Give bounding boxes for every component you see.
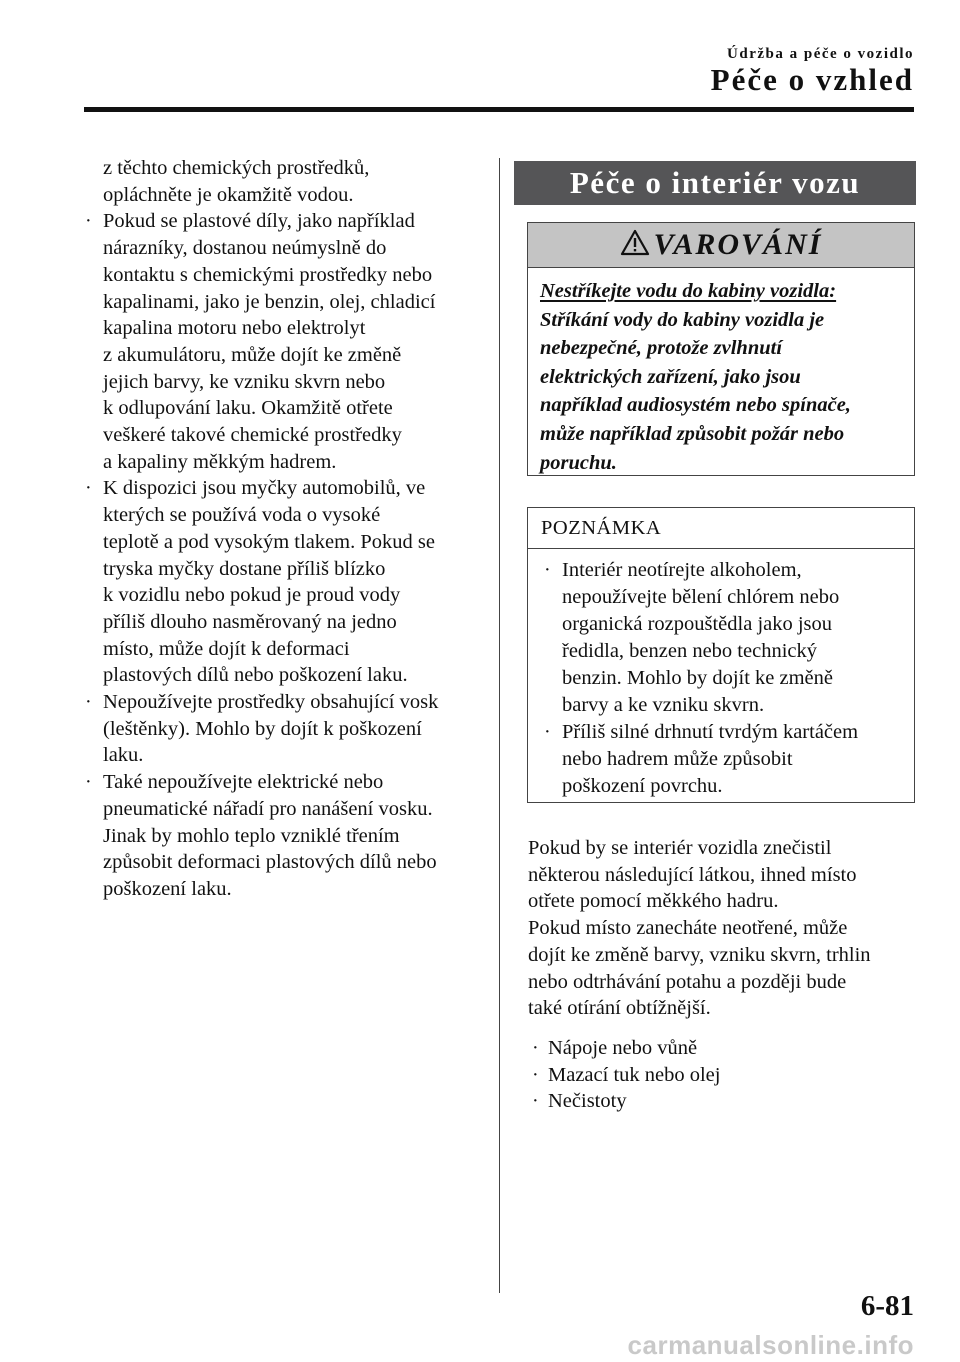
text-line: příliš dlouho nasměrovaný na jedno xyxy=(103,610,397,633)
continuation-text xyxy=(82,155,482,208)
interior-paragraph xyxy=(528,835,918,1022)
text-line: Pokud by se interiér vozidla znečistil xyxy=(528,837,832,859)
text-line: Nepoužívejte prostředky obsahující vosk xyxy=(103,691,439,714)
text-line: Také nepoužívejte elektrické nebo xyxy=(103,771,384,794)
text-line: organická rozpouštědla jako jsou xyxy=(562,613,833,635)
bullet-icon: · xyxy=(85,210,92,233)
bullet-icon: · xyxy=(532,1063,539,1086)
text-line: teplotě a pod vysokým tlakem. Pokud se xyxy=(103,530,435,553)
warning-triangle-icon xyxy=(620,229,650,261)
list-item xyxy=(530,1088,910,1115)
warning-box xyxy=(527,222,915,476)
list-item xyxy=(530,1062,910,1089)
warning-heading-line: Nestříkejte vodu do kabiny vozidla: xyxy=(540,280,837,302)
text-line: barvy a ke vzniku skvrn. xyxy=(562,694,765,716)
column-divider xyxy=(499,158,500,1293)
text-line: Nečistoty xyxy=(548,1090,627,1113)
text-line: nepoužívejte bělení chlórem nebo xyxy=(562,586,840,608)
text-line: pneumatické nářadí pro nanášení vosku. xyxy=(103,797,433,820)
note-body xyxy=(528,549,914,800)
section-heading: Péče o interiér vozu xyxy=(514,161,916,205)
note-box xyxy=(527,507,915,803)
page-number: 6-81 xyxy=(860,1290,914,1322)
text-line: poškození laku. xyxy=(103,877,232,900)
text-line: k odlupování laku. Okamžitě otřete xyxy=(103,397,393,420)
text-line: kapalina motoru nebo elektrolyt xyxy=(103,317,366,340)
text-line: opláchněte je okamžitě vodou. xyxy=(103,183,354,206)
text-line: plastových dílů nebo poškození laku. xyxy=(103,664,408,687)
header-chapter: Údržba a péče o vozidlo xyxy=(727,46,914,62)
text-line: Interiér neotírejte alkoholem, xyxy=(562,559,802,581)
list-item xyxy=(82,769,482,903)
bullet-icon: · xyxy=(532,1037,539,1059)
text-line: Příliš silné drhnutí tvrdým kartáčem xyxy=(562,721,859,743)
text-line: veškeré takové chemické prostředky xyxy=(103,424,402,447)
list-item xyxy=(82,208,482,475)
text-line: k vozidlu nebo pokud je proud vody xyxy=(103,584,401,607)
text-line: Nápoje nebo vůně xyxy=(548,1037,698,1059)
warning-body xyxy=(528,268,914,477)
text-line: způsobit deformaci plastových dílů nebo xyxy=(103,851,437,874)
text-line: Pokud místo zanecháte neotřené, může xyxy=(528,917,848,940)
text-line: nebo odtrhávání potahu a později bude xyxy=(528,970,847,993)
text-line: laku. xyxy=(103,744,144,767)
header-rule xyxy=(84,107,914,112)
text-line: kapalinami, jako je benzin, olej, chladicí xyxy=(103,290,436,313)
text-line: Pokud se plastové díly, jako například xyxy=(103,210,415,233)
text-line: z akumulátoru, může dojít ke změně xyxy=(103,343,402,366)
text-line: otřete pomocí měkkého hadru. xyxy=(528,890,779,913)
warning-header xyxy=(528,223,914,268)
text-line: tryska myčky dostane příliš blízko xyxy=(103,557,386,580)
bullet-icon: · xyxy=(85,771,92,794)
list-item xyxy=(82,475,482,689)
substance-list xyxy=(530,1035,910,1115)
text-line: také otírání obtížnější. xyxy=(528,997,711,1020)
text-line: z těchto chemických prostředků, xyxy=(103,157,370,179)
list-item xyxy=(541,557,904,719)
left-column xyxy=(82,155,482,903)
page-title: Péče o vzhled xyxy=(710,62,914,97)
bullet-icon: · xyxy=(544,559,551,581)
warning-label: VAROVÁNÍ xyxy=(653,228,823,261)
bullet-icon: · xyxy=(532,1090,539,1113)
text-line: benzin. Mohlo by dojít ke změně xyxy=(562,667,833,689)
bullet-icon: · xyxy=(85,691,92,714)
text-line: místo, může dojít k deformaci xyxy=(103,637,350,660)
watermark: carmanualsonline.info xyxy=(627,1330,914,1360)
text-line: například audiosystém nebo spínače, xyxy=(540,394,851,417)
bullet-icon: · xyxy=(85,477,92,500)
list-item xyxy=(541,719,904,800)
text-line: poškození povrchu. xyxy=(562,775,723,797)
text-line: kontaktu s chemickými prostředky nebo xyxy=(103,263,433,286)
text-line: některou následující látkou, ihned místo xyxy=(528,863,857,886)
bullet-icon: · xyxy=(544,721,551,743)
text-line: Jinak by mohlo teplo vzniklé třením xyxy=(103,824,400,847)
text-line: kterých se používá voda o vysoké xyxy=(103,504,381,527)
text-line: může například způsobit požár nebo xyxy=(540,422,845,445)
text-line: nebo hadrem může způsobit xyxy=(562,748,793,770)
text-line: a kapaliny měkkým hadrem. xyxy=(103,450,337,473)
text-line: Stříkání vody do kabiny vozidla je xyxy=(540,308,825,331)
note-header: POZNÁMKA xyxy=(528,508,914,549)
text-line: Mazací tuk nebo olej xyxy=(548,1063,721,1086)
text-line: dojít ke změně barvy, vzniku skvrn, trhlin xyxy=(528,943,871,966)
text-line: nebezpečné, protože zvlhnutí xyxy=(540,337,783,360)
text-line: (leštěnky). Mohlo by dojít k poškození xyxy=(103,717,422,740)
text-line: ředidla, benzen nebo technický xyxy=(562,640,817,662)
list-item xyxy=(82,689,482,769)
text-line: nárazníky, dostanou neúmyslně do xyxy=(103,237,387,260)
text-line: elektrických zařízení, jako jsou xyxy=(540,365,801,388)
list-item xyxy=(530,1035,910,1062)
text-line: K dispozici jsou myčky automobilů, ve xyxy=(103,477,426,500)
text-line: jejich barvy, ke vzniku skvrn nebo xyxy=(103,370,386,393)
text-line: poruchu. xyxy=(540,451,617,474)
